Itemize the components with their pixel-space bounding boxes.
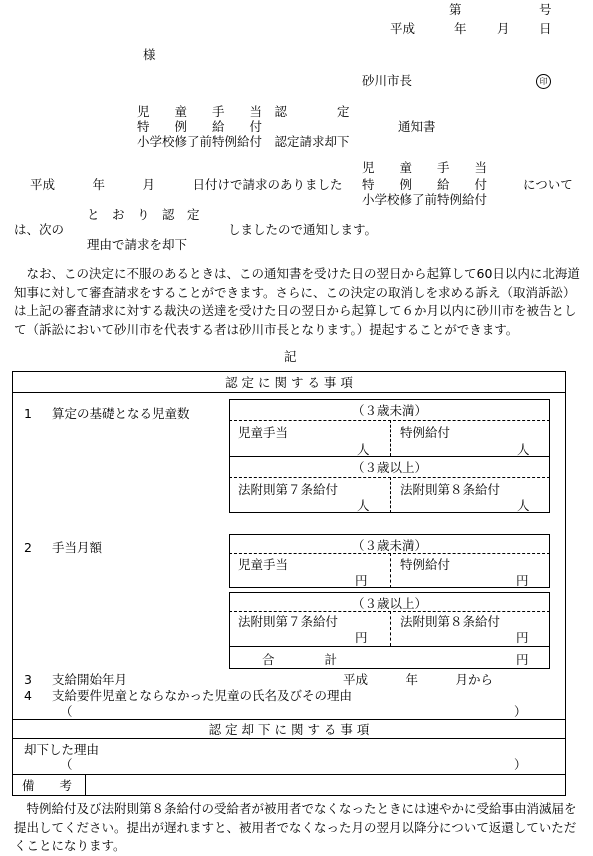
date-month: 月 — [497, 21, 510, 36]
type-option-2: 特 例 給 付 — [362, 177, 488, 192]
amount-art7-unit: 円 — [355, 630, 368, 645]
reject-reason-label: 却下した理由 — [24, 742, 100, 757]
reject-paren-open: （ — [60, 757, 73, 772]
count-under3-heading: （３歳未満） — [351, 403, 427, 418]
count-art7-unit: 人 — [357, 498, 370, 513]
count-child-allowance-unit: 人 — [357, 442, 370, 457]
item3-label: 支給開始年月 — [52, 672, 128, 687]
amount-special-label: 特例給付 — [400, 557, 451, 572]
item1-number: 1 — [24, 406, 32, 421]
section1-heading: 認 定 に 関 す る 事 項 — [225, 375, 353, 390]
number-go: 号 — [539, 2, 552, 17]
number-dai: 第 — [449, 2, 462, 17]
date-day: 日 — [539, 21, 552, 36]
count-art8-unit: 人 — [517, 498, 530, 513]
ki-mark: 記 — [284, 349, 297, 364]
item3-number: 3 — [24, 672, 32, 687]
item3-value: 平成 年 月から — [343, 672, 494, 687]
amount-total-unit: 円 — [516, 652, 529, 667]
type-option-3: 小学校修了前特例給付 — [362, 192, 488, 207]
item4-label: 支給要件児童とならなかった児童の氏名及びその理由 — [52, 688, 353, 703]
title-row-3: 小学校修了前特例給付 認定請求却下 — [137, 134, 350, 149]
count-special-label: 特例給付 — [400, 425, 451, 440]
title-row-1: 児 童 手 当 認 定 — [137, 104, 350, 119]
amount-child-allowance-label: 児童手当 — [238, 557, 289, 572]
section2-heading: 認 定 却 下 に 関 す る 事 項 — [208, 722, 370, 737]
item4-number: 4 — [24, 688, 32, 703]
amount-art8-label: 法附則第８条給付 — [400, 614, 501, 629]
count-over3-heading: （３歳以上） — [351, 460, 427, 475]
item1-label: 算定の基礎となる児童数 — [52, 406, 190, 421]
appeal-paragraph: なお、この決定に不服のあるときは、この通知書を受けた日の翌日から起算して60日以内に北海道知事に対して審査請求をすることができます。さらに、この決定の取消しを求める訴え（取消訴訟）は上記の審査請求に対する裁決の送達を受けた日の翌日から起算して６か月以内に砂川市を被告として（訴訟において砂川市を代表する者は砂川市長となります。）提起することができます。 — [14, 266, 580, 337]
decision-option-2: 理由で請求を却下 — [87, 237, 188, 252]
count-art7-label: 法附則第７条給付 — [238, 482, 339, 497]
about-text: について — [523, 177, 573, 192]
type-option-1: 児 童 手 当 — [362, 160, 488, 175]
title-notice: 通知書 — [398, 119, 436, 134]
item2-number: 2 — [24, 540, 32, 555]
as-follows-text: は、次の — [14, 222, 65, 237]
addressee-suffix: 様 — [143, 47, 156, 62]
count-child-allowance-label: 児童手当 — [238, 425, 289, 440]
amount-total-label: 合 計 — [262, 652, 338, 667]
item4-paren-open: （ — [60, 704, 73, 719]
item4-paren-close: ） — [514, 704, 527, 719]
issuer-name: 砂川市長 — [362, 73, 413, 88]
remarks-label: 備 考 — [22, 778, 73, 793]
count-art8-label: 法附則第８条給付 — [400, 482, 501, 497]
title-row-2: 特 例 給 付 — [137, 119, 263, 134]
amount-child-allowance-unit: 円 — [355, 573, 368, 588]
amount-art8-unit: 円 — [516, 630, 529, 645]
item2-label: 手当月額 — [52, 540, 103, 555]
amount-special-unit: 円 — [516, 573, 529, 588]
amount-art7-label: 法附則第７条給付 — [238, 614, 339, 629]
amount-under3-heading: （３歳未満） — [351, 538, 427, 553]
count-special-unit: 人 — [517, 442, 530, 457]
amount-over3-heading: （３歳以上） — [351, 596, 427, 611]
seal-mark: 印 — [536, 74, 551, 89]
date-year: 年 — [454, 21, 467, 36]
reject-paren-close: ） — [514, 757, 527, 772]
footer-note: 特例給付及び法附則第８条給付の受給者が被用者でなくなったときには速やかに受給事由消滅届を提出してください。提出が遅れますと、被用者でなくなった月の翌月以降分について返還していただくことになります。 — [14, 801, 577, 853]
notify-text: しましたので通知します。 — [228, 222, 378, 237]
decision-option-1: と お り 認 定 — [87, 207, 200, 222]
request-date-line: 平成 年 月 日付けで請求のありました — [30, 177, 343, 192]
date-era: 平成 — [390, 21, 416, 36]
